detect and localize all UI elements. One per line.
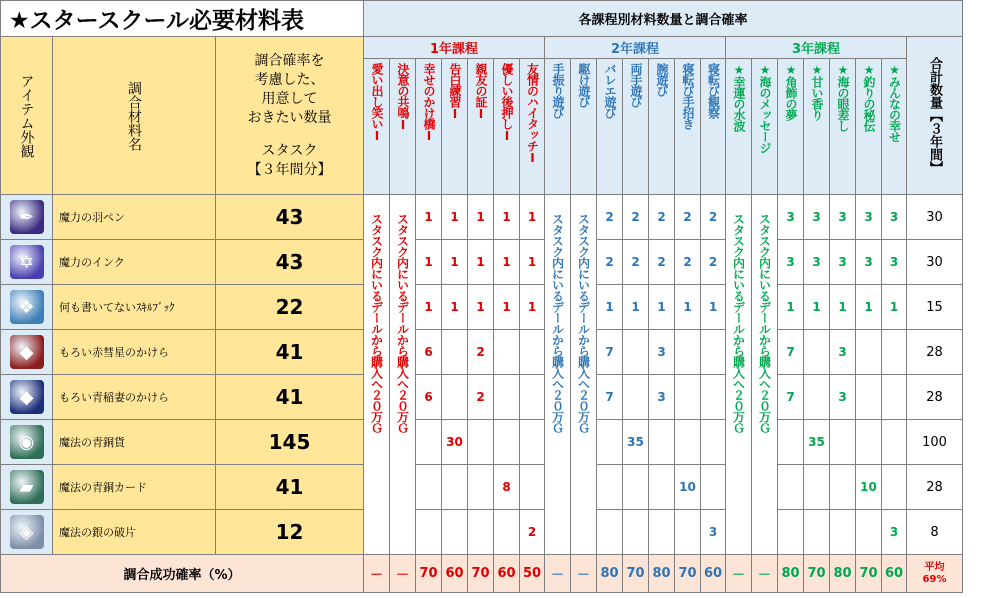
success-rate-value: 60 bbox=[882, 555, 907, 593]
quantity-cell: 2 bbox=[520, 510, 545, 555]
quantity-cell bbox=[804, 510, 830, 555]
column-header-label: 手振り遊び bbox=[551, 63, 565, 118]
table-row bbox=[1, 375, 963, 420]
material-header-label: 調合材料名 bbox=[126, 80, 142, 151]
item-name: 魔力のインク bbox=[53, 240, 216, 285]
quantity-cell: 1 bbox=[520, 285, 545, 330]
quantity-cell: 1 bbox=[597, 285, 623, 330]
prep-header-line: 考慮した、 bbox=[254, 71, 325, 88]
prep-quantity: 43 bbox=[216, 240, 364, 285]
column-header-label: ★海の眼差し bbox=[836, 63, 850, 131]
quantity-cell: 3 bbox=[701, 510, 726, 555]
stasuku-purchase-note bbox=[752, 195, 778, 555]
item-name: もろい青稲妻のかけら bbox=[53, 375, 216, 420]
quantity-cell: 3 bbox=[856, 195, 882, 240]
quantity-cell: 2 bbox=[675, 240, 701, 285]
quantity-cell: 2 bbox=[649, 195, 675, 240]
appearance-header-label: アイテム外観 bbox=[18, 73, 35, 158]
quantity-cell bbox=[856, 375, 882, 420]
quantity-cell bbox=[494, 375, 520, 420]
table-row bbox=[1, 240, 963, 285]
quantity-cell bbox=[520, 420, 545, 465]
success-rate-row bbox=[1, 555, 963, 593]
column-header bbox=[830, 59, 856, 195]
stasuku-purchase-note bbox=[390, 195, 416, 555]
column-header bbox=[623, 59, 649, 195]
prep-quantity: 145 bbox=[216, 420, 364, 465]
column-header-label: バレエ遊び bbox=[603, 63, 617, 118]
prep-header-line: おきたい数量 bbox=[247, 109, 332, 126]
blue-fragment-icon: ◆ bbox=[10, 380, 44, 414]
quantity-cell: 2 bbox=[597, 195, 623, 240]
quantity-cell bbox=[494, 510, 520, 555]
quantity-cell: 2 bbox=[623, 240, 649, 285]
ink-bottle-icon: ✡ bbox=[10, 245, 44, 279]
success-rate-value: 60 bbox=[701, 555, 726, 593]
column-header-label: ★甘い香り bbox=[810, 63, 824, 120]
quantity-cell: 6 bbox=[416, 330, 442, 375]
success-rate-value: 70 bbox=[856, 555, 882, 593]
total-quantity: 30 bbox=[907, 240, 963, 285]
column-header bbox=[675, 59, 701, 195]
quantity-cell: 3 bbox=[830, 195, 856, 240]
success-rate-label: 調合成功確率（%） bbox=[1, 555, 364, 593]
quantity-cell: 1 bbox=[882, 285, 907, 330]
quantity-cell: 1 bbox=[442, 240, 468, 285]
success-rate-value: 80 bbox=[649, 555, 675, 593]
quantity-cell: 1 bbox=[442, 285, 468, 330]
quantity-cell: 3 bbox=[804, 195, 830, 240]
quantity-cell bbox=[468, 420, 494, 465]
quantity-cell: 3 bbox=[649, 375, 675, 420]
item-name: 魔力の羽ペン bbox=[53, 195, 216, 240]
quantity-cell bbox=[649, 510, 675, 555]
quantity-cell bbox=[856, 510, 882, 555]
column-header bbox=[597, 59, 623, 195]
column-header bbox=[442, 59, 468, 195]
column-header bbox=[649, 59, 675, 195]
column-header bbox=[804, 59, 830, 195]
column-header-label: 決意の共鳴Ⅰ bbox=[396, 63, 410, 131]
quantity-cell bbox=[804, 375, 830, 420]
quantity-cell: 1 bbox=[416, 285, 442, 330]
item-name: 魔法の青銅カード bbox=[53, 465, 216, 510]
table-row bbox=[1, 510, 963, 555]
prep-quantity: 41 bbox=[216, 465, 364, 510]
prep-unit-label: 【３年間分】 bbox=[247, 161, 332, 178]
quantity-cell: 3 bbox=[856, 240, 882, 285]
quantity-cell bbox=[442, 330, 468, 375]
quantity-cell: 35 bbox=[623, 420, 649, 465]
success-rate-value: 70 bbox=[623, 555, 649, 593]
quantity-cell bbox=[675, 420, 701, 465]
quantity-cell: 3 bbox=[830, 375, 856, 420]
quantity-cell: 1 bbox=[468, 195, 494, 240]
success-rate-value: 70 bbox=[675, 555, 701, 593]
stasuku-note-text: スタスク内にいるデールから購入へ２０万Ｇ bbox=[395, 213, 410, 433]
quantity-cell bbox=[778, 510, 804, 555]
quantity-cell: 1 bbox=[675, 285, 701, 330]
stasuku-note-text: スタスク内にいるデールから購入へ２０万Ｇ bbox=[576, 213, 591, 433]
stasuku-note-text: スタスク内にいるデールから購入へ２０万Ｇ bbox=[369, 213, 384, 433]
success-rate-value: 60 bbox=[494, 555, 520, 593]
column-header-label: 腕遊び bbox=[655, 63, 669, 96]
quantity-cell bbox=[882, 330, 907, 375]
quantity-cell: 2 bbox=[675, 195, 701, 240]
quantity-cell: 1 bbox=[623, 285, 649, 330]
prep-quantity: 41 bbox=[216, 375, 364, 420]
success-rate-value: － bbox=[726, 555, 752, 593]
quantity-cell: 1 bbox=[856, 285, 882, 330]
quantity-cell: 1 bbox=[649, 285, 675, 330]
quantity-cell bbox=[856, 330, 882, 375]
column-header-label: 友情のハイタッチⅠ bbox=[525, 63, 540, 164]
appearance-header bbox=[1, 37, 53, 195]
quantity-cell bbox=[494, 330, 520, 375]
item-icon-cell bbox=[1, 375, 53, 420]
quantity-cell: 1 bbox=[494, 285, 520, 330]
quantity-cell: 1 bbox=[468, 285, 494, 330]
quantity-cell: 10 bbox=[675, 465, 701, 510]
page-title: ★スタースクール必要材料表 bbox=[1, 1, 364, 37]
average-rate-value: 69% bbox=[922, 573, 947, 585]
item-icon-cell bbox=[1, 465, 53, 510]
item-name: 魔法の銀の破片 bbox=[53, 510, 216, 555]
quantity-cell bbox=[416, 420, 442, 465]
quantity-cell: 35 bbox=[804, 420, 830, 465]
quantity-cell bbox=[416, 510, 442, 555]
quantity-cell: 1 bbox=[804, 285, 830, 330]
quantity-cell: 30 bbox=[442, 420, 468, 465]
table-row bbox=[1, 195, 963, 240]
group-year-2: 2年課程 bbox=[545, 37, 726, 59]
quantity-cell bbox=[520, 375, 545, 420]
group-year-3: 3年課程 bbox=[726, 37, 907, 59]
column-header-label: ★釣りの秘伝 bbox=[862, 63, 876, 131]
item-icon-cell bbox=[1, 195, 53, 240]
quantity-cell: 2 bbox=[468, 330, 494, 375]
bronze-coin-icon: ◉ bbox=[10, 425, 44, 459]
quantity-cell: 3 bbox=[882, 510, 907, 555]
column-header bbox=[390, 59, 416, 195]
quantity-cell: 10 bbox=[856, 465, 882, 510]
quantity-cell bbox=[623, 465, 649, 510]
quantity-cell: 6 bbox=[416, 375, 442, 420]
quantity-cell bbox=[649, 420, 675, 465]
column-header bbox=[752, 59, 778, 195]
quantity-cell bbox=[597, 510, 623, 555]
group-year-1: 1年課程 bbox=[364, 37, 545, 59]
quantity-cell: 7 bbox=[597, 375, 623, 420]
stasuku-purchase-note bbox=[571, 195, 597, 555]
quantity-cell bbox=[882, 420, 907, 465]
quantity-cell: 1 bbox=[520, 240, 545, 285]
quantity-cell bbox=[830, 420, 856, 465]
item-name: もろい赤彗星のかけら bbox=[53, 330, 216, 375]
quantity-cell bbox=[597, 465, 623, 510]
quantity-cell: 1 bbox=[468, 240, 494, 285]
column-header-label: 幸せのかけ橋Ⅰ bbox=[422, 63, 436, 142]
success-rate-value: 50 bbox=[520, 555, 545, 593]
column-header-label: 寝転び手招き bbox=[681, 63, 695, 129]
quantity-cell bbox=[468, 510, 494, 555]
total-quantity: 8 bbox=[907, 510, 963, 555]
column-header bbox=[364, 59, 390, 195]
table-row bbox=[1, 285, 963, 330]
quantity-cell bbox=[442, 465, 468, 510]
column-header-label: 優しい後押しⅠ bbox=[500, 63, 514, 142]
success-rate-value: 60 bbox=[442, 555, 468, 593]
quantity-cell bbox=[701, 420, 726, 465]
average-rate bbox=[907, 555, 963, 593]
total-quantity: 28 bbox=[907, 465, 963, 510]
prep-header-line: 用意して bbox=[261, 90, 318, 107]
quantity-cell bbox=[597, 420, 623, 465]
quantity-cell: 7 bbox=[778, 375, 804, 420]
total-header bbox=[907, 37, 963, 195]
quill-pen-icon: ✒ bbox=[10, 200, 44, 234]
column-header-label: 告白練習Ⅰ bbox=[448, 63, 462, 120]
quantity-cell: 1 bbox=[520, 195, 545, 240]
quantity-cell: 3 bbox=[778, 240, 804, 285]
stasuku-note-text: スタスク内にいるデールから購入へ２０万Ｇ bbox=[757, 213, 772, 433]
quantity-cell: 1 bbox=[442, 195, 468, 240]
stasuku-note-text: スタスク内にいるデールから購入へ２０万Ｇ bbox=[550, 213, 565, 433]
prep-quantity: 43 bbox=[216, 195, 364, 240]
quantity-cell: 2 bbox=[701, 240, 726, 285]
quantity-cell bbox=[623, 330, 649, 375]
quantity-cell bbox=[442, 375, 468, 420]
success-rate-value: － bbox=[545, 555, 571, 593]
prep-quantity: 12 bbox=[216, 510, 364, 555]
column-header-label: 駆け遊び bbox=[577, 63, 591, 107]
quantity-cell bbox=[830, 465, 856, 510]
success-rate-value: 80 bbox=[778, 555, 804, 593]
success-rate-value: 70 bbox=[468, 555, 494, 593]
table-row bbox=[1, 465, 963, 510]
item-name: 何も書いてないｽｷﾙﾌﾞｯｸ bbox=[53, 285, 216, 330]
column-header-label: 両手遊び bbox=[629, 63, 643, 107]
quantity-cell bbox=[701, 375, 726, 420]
quantity-cell bbox=[416, 465, 442, 510]
stasuku-purchase-note bbox=[364, 195, 390, 555]
success-rate-value: － bbox=[571, 555, 597, 593]
quantity-cell bbox=[442, 510, 468, 555]
quantity-cell: 1 bbox=[416, 195, 442, 240]
quantity-cell: 3 bbox=[778, 195, 804, 240]
quantity-cell: 2 bbox=[623, 195, 649, 240]
column-header bbox=[520, 59, 545, 195]
quantity-cell: 1 bbox=[830, 285, 856, 330]
column-header-label: 親友の証Ⅰ bbox=[474, 63, 488, 120]
success-rate-value: 70 bbox=[804, 555, 830, 593]
total-quantity: 100 bbox=[907, 420, 963, 465]
quantity-cell bbox=[778, 465, 804, 510]
prep-unit-label: スタスク bbox=[261, 142, 318, 159]
quantity-cell: 2 bbox=[468, 375, 494, 420]
table-row bbox=[1, 330, 963, 375]
quantity-cell: 7 bbox=[778, 330, 804, 375]
item-icon-cell bbox=[1, 510, 53, 555]
blank-book-icon: ❖ bbox=[10, 290, 44, 324]
quantity-cell bbox=[649, 465, 675, 510]
total-quantity: 28 bbox=[907, 375, 963, 420]
success-rate-value: － bbox=[752, 555, 778, 593]
total-quantity: 28 bbox=[907, 330, 963, 375]
column-header bbox=[856, 59, 882, 195]
column-header bbox=[545, 59, 571, 195]
material-header bbox=[53, 37, 216, 195]
quantity-cell: 1 bbox=[494, 240, 520, 285]
item-icon-cell bbox=[1, 420, 53, 465]
quantity-cell bbox=[804, 465, 830, 510]
quantity-cell: 3 bbox=[882, 240, 907, 285]
quantity-cell: 7 bbox=[597, 330, 623, 375]
quantity-cell: 3 bbox=[882, 195, 907, 240]
prep-quantity: 41 bbox=[216, 330, 364, 375]
item-name: 魔法の青銅貨 bbox=[53, 420, 216, 465]
column-header-label: ★海のメッセージ bbox=[758, 63, 772, 153]
quantity-cell: 2 bbox=[649, 240, 675, 285]
total-header-label: 合計数量【３年間】 bbox=[927, 57, 942, 174]
stasuku-purchase-note bbox=[726, 195, 752, 555]
stasuku-note-text: スタスク内にいるデールから購入へ２０万Ｇ bbox=[731, 213, 746, 433]
prep-header-line: 調合確率を bbox=[254, 52, 325, 69]
average-rate-label: 平均 bbox=[924, 561, 945, 573]
item-icon-cell bbox=[1, 330, 53, 375]
quantity-cell: 1 bbox=[778, 285, 804, 330]
column-header bbox=[726, 59, 752, 195]
quantity-cell bbox=[701, 330, 726, 375]
column-header bbox=[571, 59, 597, 195]
quantity-cell bbox=[468, 465, 494, 510]
quantity-cell bbox=[675, 375, 701, 420]
quantity-cell bbox=[675, 330, 701, 375]
quantity-cell: 8 bbox=[494, 465, 520, 510]
column-header bbox=[701, 59, 726, 195]
stasuku-purchase-note bbox=[545, 195, 571, 555]
success-rate-value: － bbox=[364, 555, 390, 593]
quantity-cell: 1 bbox=[416, 240, 442, 285]
quantity-cell bbox=[494, 420, 520, 465]
column-header-label: ★みんなの幸せ bbox=[887, 63, 902, 142]
prep-quantity: 22 bbox=[216, 285, 364, 330]
table-subtitle: 各課程別材料数量と調合確率 bbox=[364, 1, 963, 37]
prep-qty-header bbox=[216, 37, 364, 195]
quantity-cell bbox=[856, 420, 882, 465]
quantity-cell bbox=[804, 330, 830, 375]
column-header bbox=[778, 59, 804, 195]
quantity-cell: 2 bbox=[701, 195, 726, 240]
quantity-cell bbox=[520, 330, 545, 375]
column-header-label: ★幸運の水波 bbox=[732, 63, 746, 131]
quantity-cell: 1 bbox=[701, 285, 726, 330]
total-quantity: 30 bbox=[907, 195, 963, 240]
column-header-label: ★角飾の夢 bbox=[784, 63, 798, 120]
success-rate-value: 70 bbox=[416, 555, 442, 593]
bronze-card-icon: ▰ bbox=[10, 470, 44, 504]
column-header-label: 寝転び観察 bbox=[706, 63, 721, 118]
quantity-cell: 2 bbox=[597, 240, 623, 285]
item-icon-cell bbox=[1, 240, 53, 285]
table-row bbox=[1, 420, 963, 465]
quantity-cell: 3 bbox=[830, 330, 856, 375]
quantity-cell bbox=[623, 510, 649, 555]
column-header bbox=[468, 59, 494, 195]
quantity-cell bbox=[882, 375, 907, 420]
column-header bbox=[416, 59, 442, 195]
quantity-cell bbox=[701, 465, 726, 510]
total-quantity: 15 bbox=[907, 285, 963, 330]
quantity-cell bbox=[882, 465, 907, 510]
success-rate-value: 80 bbox=[830, 555, 856, 593]
silver-shard-icon: ◈ bbox=[10, 515, 44, 549]
column-header bbox=[494, 59, 520, 195]
column-header-label: 愛い出し笑いⅠ bbox=[370, 63, 384, 142]
quantity-cell: 3 bbox=[830, 240, 856, 285]
quantity-cell bbox=[675, 510, 701, 555]
quantity-cell bbox=[520, 465, 545, 510]
quantity-cell bbox=[778, 420, 804, 465]
quantity-cell bbox=[623, 375, 649, 420]
quantity-cell: 3 bbox=[804, 240, 830, 285]
item-icon-cell bbox=[1, 285, 53, 330]
quantity-cell: 3 bbox=[649, 330, 675, 375]
quantity-cell: 1 bbox=[494, 195, 520, 240]
success-rate-value: 80 bbox=[597, 555, 623, 593]
quantity-cell bbox=[830, 510, 856, 555]
column-header bbox=[882, 59, 907, 195]
red-fragment-icon: ◆ bbox=[10, 335, 44, 369]
success-rate-value: － bbox=[390, 555, 416, 593]
